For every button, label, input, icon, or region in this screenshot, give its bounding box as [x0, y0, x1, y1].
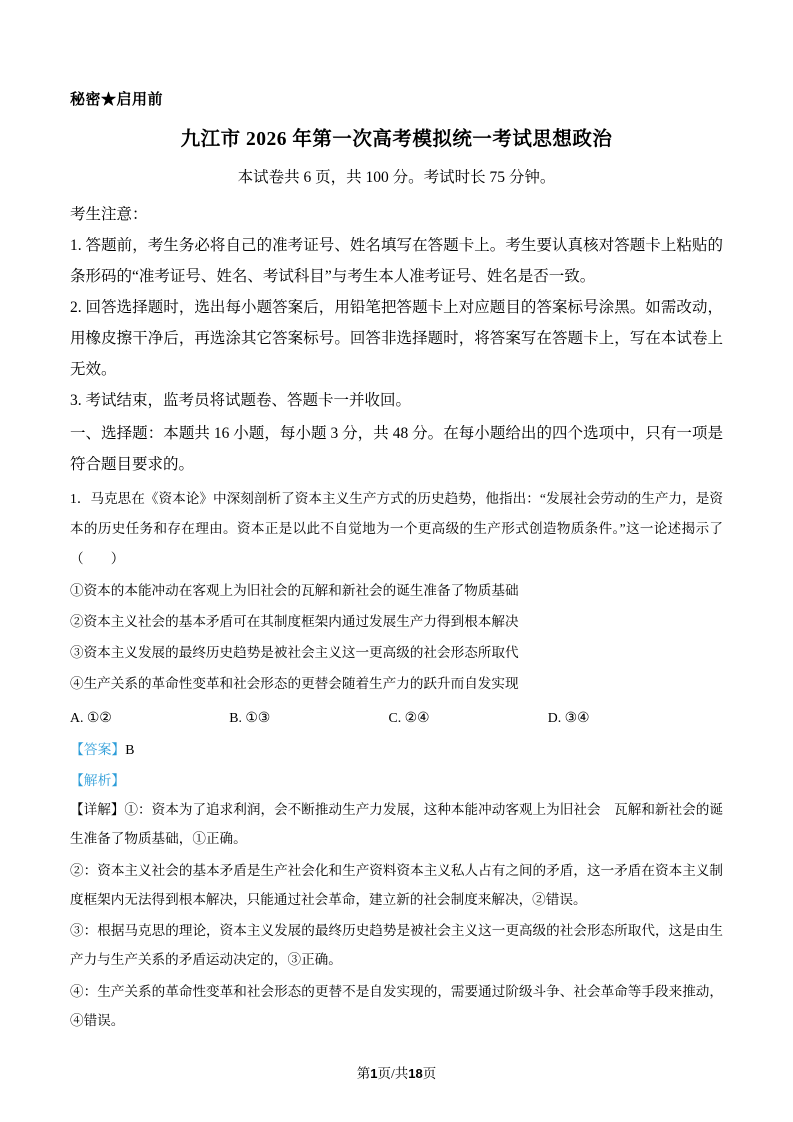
notice-item-2: 2. 回答选择题时，选出每小题答案后，用铅笔把答题卡上对应题目的答案标号涂黑。如需改动，用橡皮擦干净后，再选涂其它答案标号。回答非选择题时，将答案写在答题卡上，写在本试卷上无效。: [70, 299, 723, 378]
footer-prefix: 第: [356, 1066, 371, 1081]
question-option-3: ③资本主义发展的最终历史趋势是被社会主义这一更高级的社会形态所取代: [70, 644, 519, 660]
detail-paragraph-3: ③：根据马克思的理论，资本主义发展的最终历史趋势是被社会主义这一更高级的社会形态所取代，这是由生产力与生产关系的矛盾运动决定的，③正确。: [70, 923, 723, 968]
footer-mid: 页/共: [377, 1066, 409, 1081]
detail-paragraph-1: [70, 796, 723, 854]
answer-label: 【答案】: [70, 742, 126, 758]
choice-b: B. ①③: [229, 709, 271, 725]
answer-value: B: [125, 742, 135, 758]
page-footer: [0, 1062, 793, 1082]
question-block: [70, 484, 723, 1036]
notice-heading: 考生注意：: [70, 206, 148, 223]
question-stem: 1．马克思在《资本论》中深刻剖析了资本主义生产方式的历史趋势，他指出：“发展社会劳动的生产力，是资本的历史任务和存在理由。资本正是以此不自觉地为一个更高级的生产形式创造物质条件。”这一论述揭示了（ ）: [70, 491, 723, 566]
footer-suffix: 页: [422, 1066, 437, 1081]
question-option-2: ②资本主义社会的基本矛盾可在其制度框架内通过发展生产力得到根本解决: [70, 613, 519, 629]
choice-c: C. ②④: [388, 709, 430, 725]
classification-label: 秘密★启用前: [70, 92, 164, 108]
question-option-1: ①资本的本能冲动在客观上为旧社会的瓦解和新社会的诞生准备了物质基础: [70, 582, 519, 598]
detail-text-1: ①：资本为了追求利润，会不断推动生产力发展，这种本能冲动客观上为旧社会 瓦解和新社会的诞生准备了物质基础，①正确。: [70, 802, 724, 846]
choices-row: [70, 702, 723, 734]
notice-item-3: 3. 考试结束，监考员将试题卷、答题卡一并收回。: [70, 392, 412, 409]
footer-page-number: 1: [370, 1066, 378, 1081]
section-heading: 一、选择题：本题共 16 小题，每小题 3 分，共 48 分。在每小题给出的四个选项中，只有一项是符合题目要求的。: [70, 425, 723, 473]
footer-total-pages: 18: [408, 1066, 423, 1081]
page-title: 九江市 2026 年第一次高考模拟统一考试思想政治: [180, 129, 613, 150]
analysis-line: [70, 766, 723, 796]
exam-info-line: 本试卷共 6 页，共 100 分。考试时长 75 分钟。: [237, 169, 556, 186]
choice-d: D. ③④: [547, 709, 590, 725]
notice-item-1: 1. 答题前，考生务必将自己的准考证号、姓名填写在答题卡上。考生要认真核对答题卡上粘贴的条形码的“准考证号、姓名、考试科目”与考生本人准考证号、姓名是否一致。: [70, 237, 723, 285]
choice-a: A. ①②: [70, 709, 112, 725]
answer-line: [70, 735, 723, 765]
detail-paragraph-4: ④：生产关系的革命性变革和社会形态的更替不是自发实现的，需要通过阶级斗争、社会革命等手段来推动，④错误。: [70, 983, 723, 1028]
detail-paragraph-2: ②：资本主义社会的基本矛盾是生产社会化和生产资料资本主义私人占有之间的矛盾，这一矛盾在资本主义制度框架内无法得到根本解决，只能通过社会革命，建立新的社会制度来解决，②错误。: [70, 862, 723, 907]
question-option-4: ④生产关系的革命性变革和社会形态的更替会随着生产力的跃升而自发实现: [70, 675, 519, 691]
analysis-label: 【解析】: [70, 772, 126, 788]
detail-label: 【详解】: [70, 802, 125, 818]
